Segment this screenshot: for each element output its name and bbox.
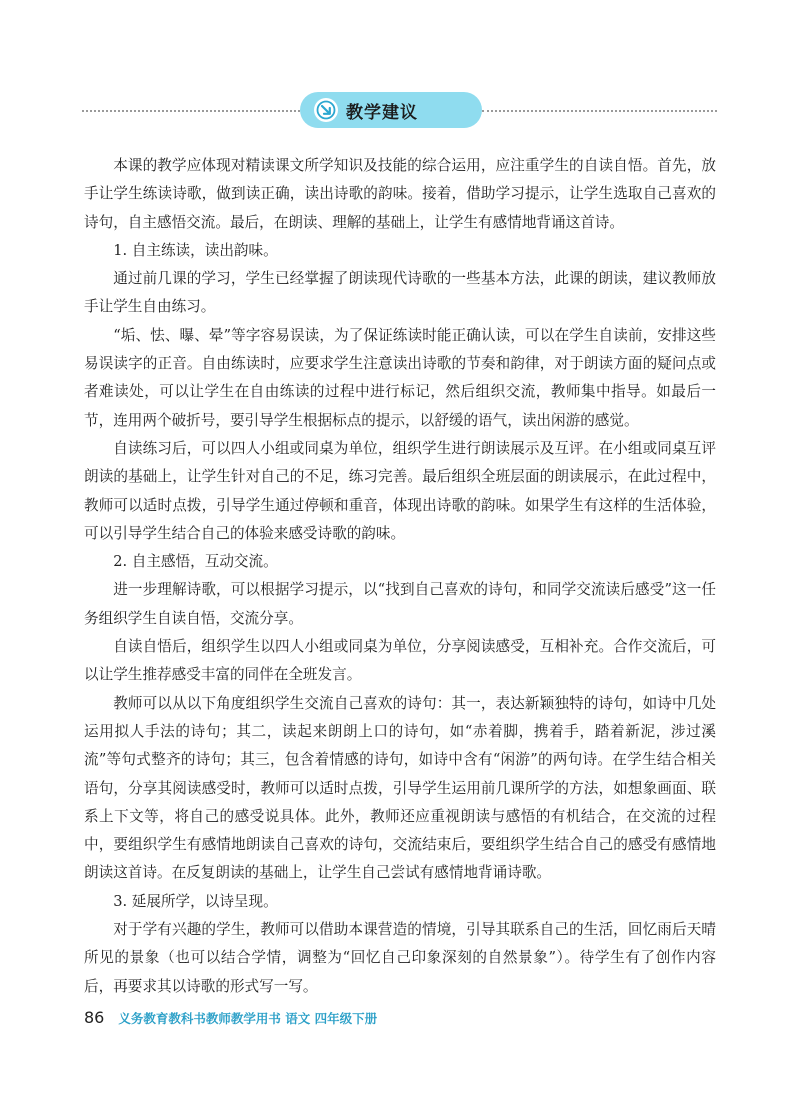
paragraph: 教师可以从以下角度组织学生交流自己喜欢的诗句：其一，表达新颖独特的诗句，如诗中几处运用拟人手法的诗句；其二，读起来朗朗上口的诗句，如“赤着脚，携着手，踏着新泥，涉过溪流”等句式整齐的诗句；其三，包含着情感的诗句，如诗中含有“闲游”的两句诗。在学生结合相关语句，分享其阅读感受时，教师可以适时点拨，引导学生运用前几课所学的方法，如想象画面、联系上下文等，将自己的感受说具体。此外，教师还应重视朗读与感悟的有机结合，在交流的过程中，要组织学生有感情地朗读自己喜欢的诗句，交流结束后，要组织学生结合自己的感受有感情地朗读这首诗。在反复朗读的基础上，让学生自己尝试有感情地背诵诗歌。 bbox=[84, 694, 716, 882]
dotted-divider-left bbox=[82, 110, 300, 112]
step-heading-3: 3. 延展所学，以诗呈现。 bbox=[113, 892, 278, 910]
paragraph: 对于学有兴趣的学生，教师可以借助本课营造的情境，引导其联系自己的生活，回忆雨后天晴所见的景象（也可以结合学情，调整为“回忆自己印象深刻的自然景象”）。待学生有了创作内容后，再要求其以诗歌的形式写一写。 bbox=[84, 921, 716, 995]
page-footer bbox=[84, 1008, 716, 1032]
arrow-down-right-icon bbox=[314, 98, 338, 122]
paragraph: 通过前几课的学习，学生已经掌握了朗读现代诗歌的一些基本方法，此课的朗读，建议教师放手让学生自由练习。 bbox=[84, 270, 716, 316]
paragraph: “垢、怯、曝、晕”等字容易误读，为了保证练读时能正确认读，可以在学生自读前，安排这些易误读字的正音。自由练读时，应要求学生注意读出诗歌的节奏和韵律，对于朗读方面的疑问点或者难读处，可以让学生在自由练读的过程中进行标记，然后组织交流，教师集中指导。如最后一节，连用两个破折号，要引导学生根据标点的提示，以舒缓的语气，读出闲游的感觉。 bbox=[84, 326, 716, 429]
paragraph-intro: 本课的教学应体现对精读课文所学知识及技能的综合运用，应注重学生的自读自悟。首先，放手让学生练读诗歌，做到读正确，读出诗歌的韵味。接着，借助学习提示，让学生选取自己喜欢的诗句，自主感悟交流。最后，在朗读、理解的基础上，让学生有感情地背诵这首诗。 bbox=[84, 157, 716, 231]
page-number: 86 bbox=[84, 1008, 105, 1027]
paragraph: 进一步理解诗歌，可以根据学习提示，以“找到自己喜欢的诗句，和同学交流读后感受”这一任务组织学生自读自悟，交流分享。 bbox=[84, 581, 716, 627]
dotted-divider-right bbox=[482, 110, 717, 112]
body-text bbox=[84, 152, 716, 1001]
step-heading-2: 2. 自主感悟，互动交流。 bbox=[113, 553, 278, 571]
section-title: 教学建议 bbox=[346, 102, 418, 123]
step-heading-1: 1. 自主练读，读出韵味。 bbox=[113, 241, 278, 259]
section-title-badge bbox=[300, 92, 482, 128]
paragraph: 自读自悟后，组织学生以四人小组或同桌为单位，分享阅读感受，互相补充。合作交流后，可以让学生推荐感受丰富的同伴在全班发言。 bbox=[84, 638, 716, 684]
book-title: 义务教育教科书教师教学用书 语文 四年级下册 bbox=[118, 1011, 378, 1026]
section-header bbox=[82, 90, 717, 130]
paragraph: 自读练习后，可以四人小组或同桌为单位，组织学生进行朗读展示及互评。在小组或同桌互评朗读的基础上，让学生针对自己的不足，练习完善。最后组织全班层面的朗读展示，在此过程中，教师可以适时点拨，引导学生通过停顿和重音，体现出诗歌的韵味。如果学生有这样的生活体验，可以引导学生结合自己的体验来感受诗歌的韵味。 bbox=[84, 439, 716, 542]
